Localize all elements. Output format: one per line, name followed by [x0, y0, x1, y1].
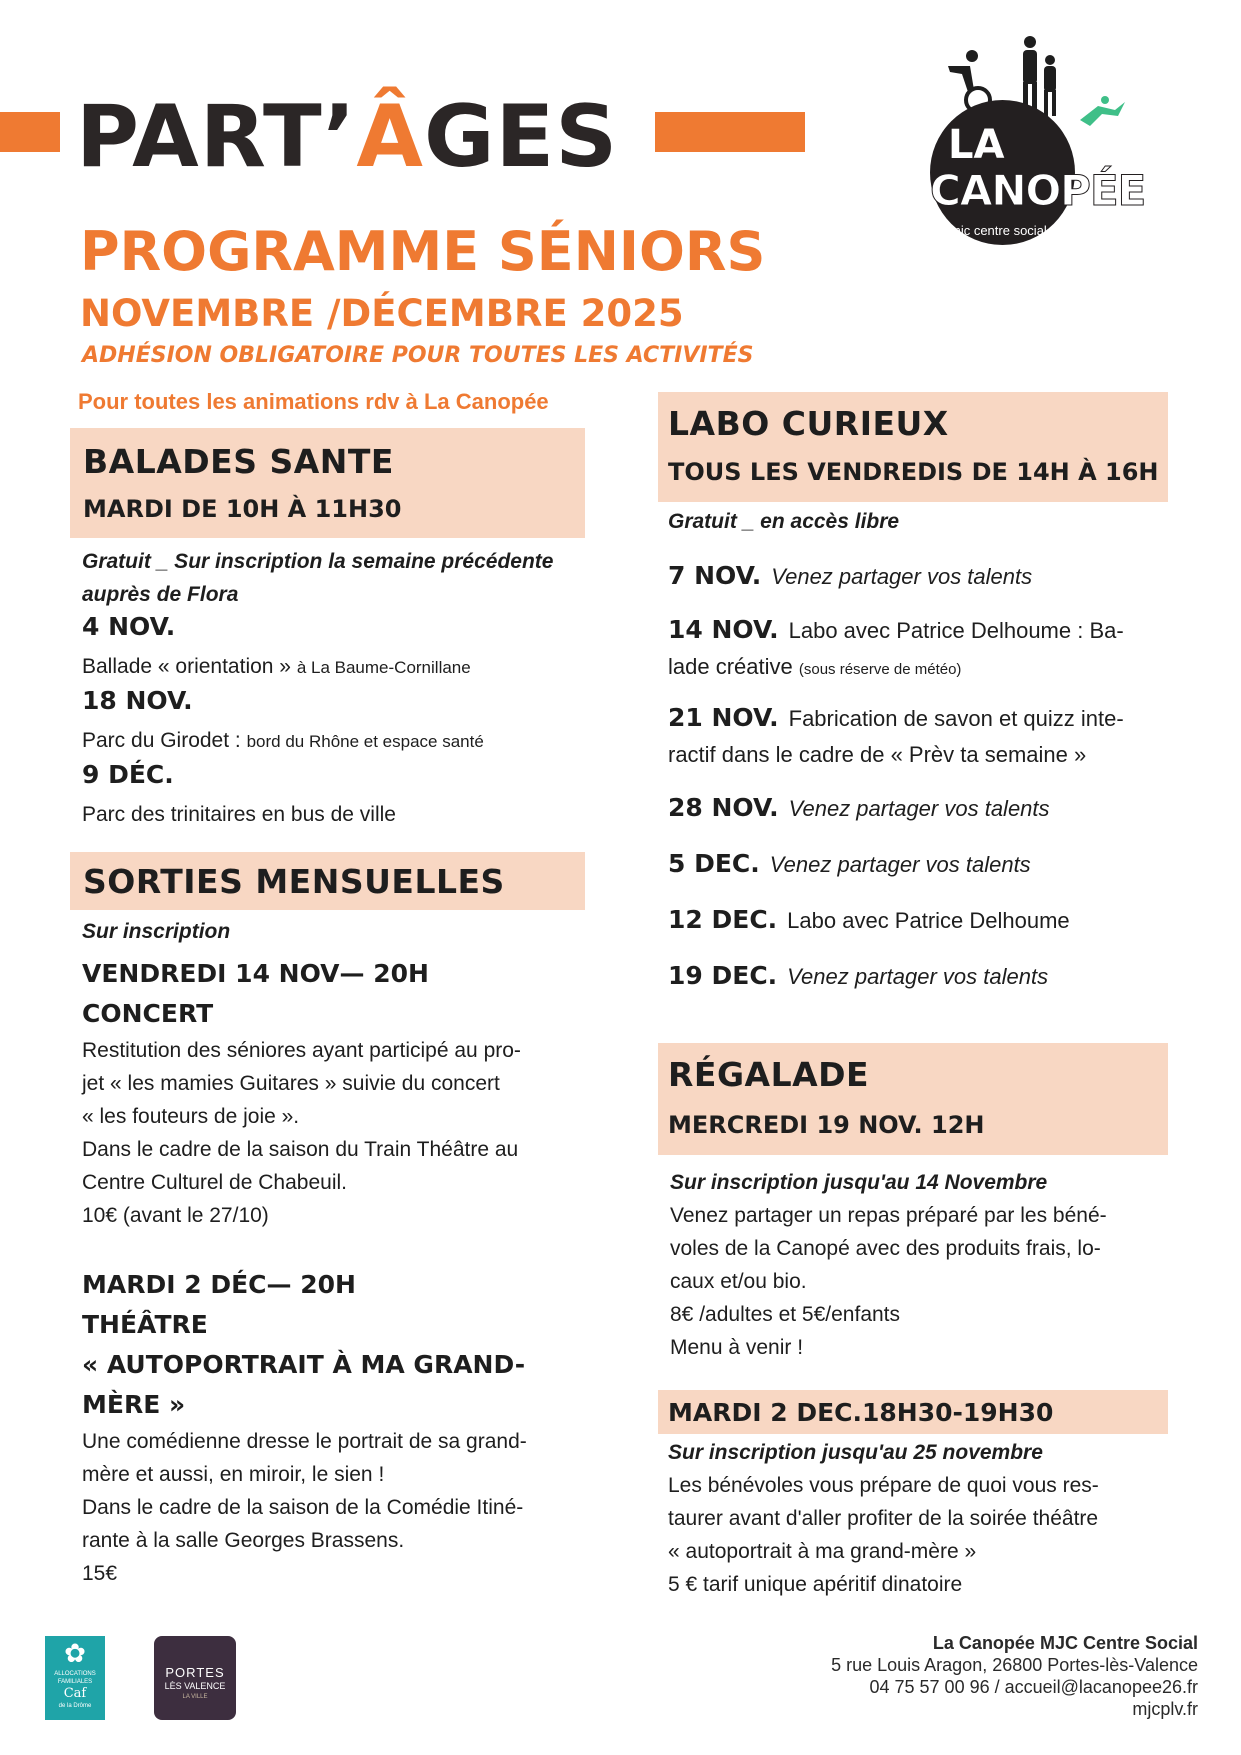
regalade-second-schedule: MARDI 2 DEC.18H30-19H30 — [668, 1398, 1054, 1427]
regalade-line: caux et/ou bio. — [670, 1270, 807, 1293]
event-line: jet « les mamies Guitares » suivie du concert — [82, 1072, 500, 1095]
period: NOVEMBRE /DÉCEMBRE 2025 — [80, 292, 684, 335]
balade-desc-small: bord du Rhône et espace santé — [246, 732, 484, 751]
list-item — [82, 686, 582, 760]
balade-date: 4 NOV. — [82, 612, 176, 641]
logo — [930, 30, 1180, 250]
portes-text-1: PORTES — [165, 1665, 225, 1680]
caf-text-4: de la Drôme — [58, 1703, 92, 1709]
sorties-event-1 — [82, 954, 582, 1232]
title-part1: PART’ — [76, 87, 357, 187]
list-item — [668, 902, 1168, 958]
list-item — [82, 612, 582, 686]
title-bar-right — [655, 112, 805, 152]
labo-date: 19 DEC. — [668, 961, 778, 990]
regalade-box — [658, 1043, 1168, 1155]
balades-title: BALADES SANTE — [83, 442, 394, 481]
regalade-second-body — [668, 1436, 1168, 1601]
regalade-second-line: 5 € tarif unique apéritif dinatoire — [668, 1573, 963, 1596]
labo-date: 28 NOV. — [668, 793, 779, 822]
regalade-line: 8€ /adultes et 5€/enfants — [670, 1303, 901, 1326]
caf-logo — [45, 1636, 105, 1720]
regalade-title: RÉGALADE — [668, 1055, 870, 1094]
event-line: Dans le cadre de la saison de la Comédie Itiné- — [82, 1496, 524, 1519]
labo-text-small: (sous réserve de météo) — [798, 661, 962, 678]
labo-date: 21 NOV. — [668, 703, 779, 732]
caf-text-2: FAMILIALES — [57, 1679, 93, 1685]
event-line: mère et aussi, en miroir, le sien ! — [82, 1463, 385, 1486]
event-kind: THÉÂTRE — [82, 1310, 208, 1339]
footer-website[interactable]: mjcplv.fr — [1132, 1699, 1198, 1719]
regalade-second-line: taurer avant d'aller profiter de la soirée théâtre — [668, 1507, 1099, 1530]
meeting-note: Pour toutes les animations rdv à La Canopée — [78, 389, 549, 414]
list-item — [82, 760, 582, 834]
membership-note: ADHÉSION OBLIGATOIRE POUR TOUTES LES ACTIVITÉS — [82, 343, 754, 368]
footer-contact — [700, 1632, 1198, 1720]
title-part2: GES — [423, 87, 619, 187]
balade-desc-main: Ballade « orientation » — [82, 655, 297, 678]
labo-text-cont: lade créative — [668, 654, 799, 679]
regalade-note: Sur inscription jusqu'au 14 Novembre — [670, 1171, 1048, 1194]
title-accent: Â — [356, 87, 424, 187]
event-title-line: « AUTOPORTRAIT À MA GRAND- — [82, 1350, 526, 1379]
labo-list — [668, 558, 1168, 1014]
portes-stripes-icon — [154, 1636, 236, 1666]
labo-box — [658, 392, 1168, 502]
balades-note: Gratuit _ Sur inscription la semaine précédente auprès de Flora — [82, 550, 554, 606]
regalade-line: voles de la Canopé avec des produits frais, lo- — [670, 1237, 1101, 1260]
sorties-note: Sur inscription — [82, 920, 231, 943]
sorties-title: SORTIES MENSUELLES — [83, 862, 505, 901]
labo-text: Labo avec Patrice Delhoume — [787, 908, 1070, 933]
regalade-second-line: Les bénévoles vous prépare de quoi vous res- — [668, 1474, 1099, 1497]
event-line: Centre Culturel de Chabeuil. — [82, 1171, 347, 1194]
flower-icon: ✿ — [64, 1638, 86, 1668]
event-when: MARDI 2 DÉC— 20H — [82, 1270, 356, 1299]
labo-text: Venez partager vos talents — [788, 796, 1050, 821]
footer-phone-email[interactable]: 04 75 57 00 96 / accueil@lacanopee26.fr — [869, 1677, 1198, 1697]
balade-date: 9 DÉC. — [82, 760, 174, 789]
balade-date: 18 NOV. — [82, 686, 193, 715]
labo-text: Venez partager vos talents — [787, 964, 1049, 989]
caf-text-3: Caf — [63, 1686, 87, 1701]
list-item — [668, 612, 1168, 700]
balade-desc-small: à La Baume-Cornillane — [296, 658, 471, 677]
event-line: 15€ — [82, 1562, 118, 1585]
subtitle: PROGRAMME SÉNIORS — [80, 220, 766, 283]
labo-date: 14 NOV. — [668, 615, 779, 644]
page-title — [76, 87, 619, 187]
labo-schedule: TOUS LES VENDREDIS DE 14H À 16H — [668, 458, 1159, 486]
regalade-second-line: « autoportrait à ma grand-mère » — [668, 1540, 977, 1563]
list-item — [668, 846, 1168, 902]
labo-text: Labo avec Patrice Delhoume : Ba- — [788, 618, 1124, 643]
regalade-box-2 — [658, 1390, 1168, 1434]
balade-desc-main: Parc du Girodet : — [82, 729, 247, 752]
labo-date: 12 DEC. — [668, 905, 778, 934]
logo-line2: CANOPÉE — [930, 166, 1146, 215]
sorties-box — [70, 852, 585, 910]
event-line: Dans le cadre de la saison du Train Théâtre au — [82, 1138, 519, 1161]
labo-date: 7 NOV. — [668, 561, 762, 590]
footer-address: 5 rue Louis Aragon, 26800 Portes-lès-Valence — [831, 1655, 1198, 1675]
event-title-line: MÈRE » — [82, 1390, 186, 1419]
balade-desc: Parc des trinitaires en bus de ville — [82, 803, 396, 826]
event-line: « les fouteurs de joie ». — [82, 1105, 300, 1128]
balade-desc — [82, 650, 582, 686]
list-item — [668, 558, 1168, 612]
portes-text-3: LA VILLE — [182, 1694, 208, 1700]
list-item — [668, 700, 1168, 790]
caf-text-1: ALLOCATIONS — [54, 1671, 96, 1677]
labo-text-cont: ractif dans le cadre de « Prèv ta semaine » — [668, 742, 1087, 767]
labo-title: LABO CURIEUX — [668, 404, 949, 443]
balade-desc — [82, 724, 582, 760]
event-kind: CONCERT — [82, 999, 214, 1028]
sorties-event-2 — [82, 1265, 582, 1590]
labo-text: Venez partager vos talents — [769, 852, 1031, 877]
event-line: 10€ (avant le 27/10) — [82, 1204, 269, 1227]
regalade-line: Menu à venir ! — [670, 1336, 804, 1359]
footer-org: La Canopée MJC Centre Social — [932, 1633, 1198, 1653]
logo-tagline: mjc centre social — [950, 223, 1047, 238]
title-bar-left — [0, 112, 60, 152]
balades-schedule: MARDI DE 10H À 11H30 — [83, 495, 402, 523]
regalade-line: Venez partager un repas préparé par les béné- — [670, 1204, 1107, 1227]
labo-text: Fabrication de savon et quizz inte- — [788, 706, 1124, 731]
labo-date: 5 DEC. — [668, 849, 760, 878]
list-item — [668, 790, 1168, 846]
portes-text-2: LÈS VALENCE — [164, 1681, 226, 1691]
regalade-body — [670, 1166, 1165, 1364]
event-when: VENDREDI 14 NOV— 20H — [82, 959, 429, 988]
event-line: Une comédienne dresse le portrait de sa grand- — [82, 1430, 527, 1453]
regalade-second-note: Sur inscription jusqu'au 25 novembre — [668, 1441, 1043, 1464]
labo-text: Venez partager vos talents — [771, 564, 1033, 589]
balades-box — [70, 428, 585, 538]
portes-logo — [154, 1636, 236, 1720]
list-item — [668, 958, 1168, 1014]
logo-line1: LA — [948, 122, 1005, 168]
balades-list — [82, 612, 582, 834]
regalade-schedule: MERCREDI 19 NOV. 12H — [668, 1111, 985, 1139]
labo-note: Gratuit _ en accès libre — [668, 510, 900, 533]
event-line: Restitution des séniores ayant participé au pro- — [82, 1039, 521, 1062]
event-line: rante à la salle Georges Brassens. — [82, 1529, 405, 1552]
